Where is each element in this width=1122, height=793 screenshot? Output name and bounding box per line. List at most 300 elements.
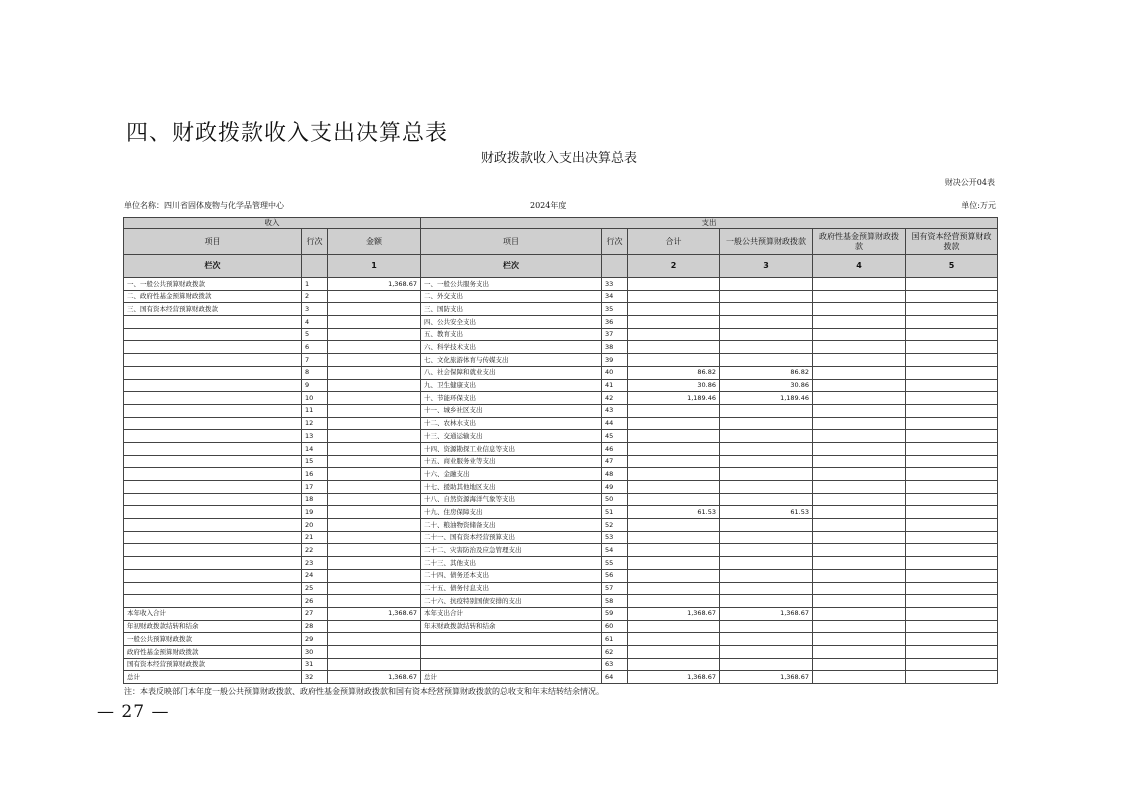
column-blank: [302, 255, 328, 278]
income-amount: [328, 303, 421, 316]
expense-total: [628, 557, 720, 570]
gov-fund-amount: [813, 658, 906, 671]
general-budget-amount: [720, 417, 813, 430]
expense-total: 61.53: [628, 506, 720, 519]
state-capital-amount: [906, 379, 998, 392]
expense-item: 二十二、灾害防治及应急管理支出: [421, 544, 602, 557]
state-capital-amount: [906, 442, 998, 455]
expense-item: 十六、金融支出: [421, 468, 602, 481]
expense-total: [628, 493, 720, 506]
expense-item: 十三、交通运输支出: [421, 430, 602, 443]
expense-row-no: 44: [602, 417, 628, 430]
expense-item: 二十一、国有资本经营预算支出: [421, 531, 602, 544]
expense-item: [421, 658, 602, 671]
gov-fund-amount: [813, 557, 906, 570]
gov-fund-amount: [813, 379, 906, 392]
expense-row-no: 58: [602, 595, 628, 608]
state-capital-amount: [906, 633, 998, 646]
income-item: [124, 582, 302, 595]
income-item: 国有资本经营预算财政拨款: [124, 658, 302, 671]
state-capital-amount: [906, 366, 998, 379]
page-number: — 27 —: [97, 702, 170, 722]
general-budget-amount: [720, 442, 813, 455]
expense-total: 1,368.67: [628, 607, 720, 620]
expense-row-no: 50: [602, 493, 628, 506]
income-item: [124, 569, 302, 582]
income-item: [124, 455, 302, 468]
expense-total: [628, 455, 720, 468]
expense-total: [628, 531, 720, 544]
general-budget-amount: [720, 316, 813, 329]
state-capital-amount: [906, 671, 998, 684]
expense-total: [628, 328, 720, 341]
table-row: [124, 595, 998, 608]
income-row-no: 13: [302, 430, 328, 443]
income-item-header: 项目: [124, 229, 302, 255]
income-amount: [328, 531, 421, 544]
expense-total: [628, 633, 720, 646]
column-label: 栏次: [421, 255, 602, 278]
gov-fund-amount: [813, 404, 906, 417]
gov-fund-amount: [813, 417, 906, 430]
expense-row-no: 46: [602, 442, 628, 455]
expense-total: [628, 582, 720, 595]
income-amount: [328, 366, 421, 379]
general-budget-amount: [720, 303, 813, 316]
state-capital-amount: [906, 468, 998, 481]
expense-item: 四、公共安全支出: [421, 316, 602, 329]
general-budget-amount: 61.53: [720, 506, 813, 519]
gov-fund-amount: [813, 392, 906, 405]
income-amount: [328, 544, 421, 557]
gov-fund-amount: [813, 328, 906, 341]
gov-fund-amount: [813, 645, 906, 658]
income-header: 收入: [124, 218, 421, 229]
table-row: [124, 607, 998, 620]
income-amount: [328, 417, 421, 430]
expense-item: 二十三、其他支出: [421, 557, 602, 570]
fiscal-summary-table: [123, 217, 998, 684]
income-amount: [328, 557, 421, 570]
expense-row-no: 51: [602, 506, 628, 519]
table-row: [124, 493, 998, 506]
state-capital-amount: [906, 328, 998, 341]
general-budget-amount: [720, 455, 813, 468]
expense-row-no: 48: [602, 468, 628, 481]
table-row: [124, 569, 998, 582]
table-row: [124, 658, 998, 671]
column-4: 4: [813, 255, 906, 278]
general-budget-amount: [720, 658, 813, 671]
expense-item: 十五、商业服务业等支出: [421, 455, 602, 468]
general-budget-amount: 1,368.67: [720, 607, 813, 620]
expense-item: 五、教育支出: [421, 328, 602, 341]
income-amount: [328, 442, 421, 455]
income-row-no: 18: [302, 493, 328, 506]
income-item: [124, 392, 302, 405]
income-row-no: 4: [302, 316, 328, 329]
expense-item: 二、外交支出: [421, 290, 602, 303]
state-capital-amount: [906, 506, 998, 519]
table-row: [124, 392, 998, 405]
expense-total: [628, 481, 720, 494]
expense-row-no: 56: [602, 569, 628, 582]
table-row: [124, 468, 998, 481]
state-capital-amount: [906, 493, 998, 506]
income-amount: [328, 354, 421, 367]
state-capital-amount: [906, 354, 998, 367]
gov-fund-amount: [813, 316, 906, 329]
expense-total: [628, 544, 720, 557]
general-budget-amount: [720, 531, 813, 544]
state-capital-amount: [906, 607, 998, 620]
expense-row-no: 37: [602, 328, 628, 341]
income-row-no: 9: [302, 379, 328, 392]
expense-row-no: 60: [602, 620, 628, 633]
gov-fund-amount: [813, 354, 906, 367]
table-row: [124, 544, 998, 557]
state-capital-amount: [906, 404, 998, 417]
expense-row-no: 33: [602, 278, 628, 291]
table-row: [124, 366, 998, 379]
fiscal-year: 2024年度: [530, 201, 567, 210]
income-row-no: 30: [302, 645, 328, 658]
state-capital-amount: [906, 645, 998, 658]
expense-total: [628, 468, 720, 481]
state-capital-amount: [906, 582, 998, 595]
income-item: [124, 595, 302, 608]
expense-total: [628, 430, 720, 443]
expense-row-no: 38: [602, 341, 628, 354]
income-amount: [328, 392, 421, 405]
income-row-no: 14: [302, 442, 328, 455]
general-budget-amount: [720, 404, 813, 417]
income-row-no: 12: [302, 417, 328, 430]
expense-total: [628, 595, 720, 608]
income-row-no: 8: [302, 366, 328, 379]
table-row: [124, 379, 998, 392]
expense-total: 1,189.46: [628, 392, 720, 405]
income-row-no: 27: [302, 607, 328, 620]
expense-total: 1,368.67: [628, 671, 720, 684]
income-item: 一、一般公共预算财政拨款: [124, 278, 302, 291]
currency-unit: 单位:万元: [961, 201, 996, 210]
table-row: [124, 278, 998, 291]
state-capital-amount: [906, 569, 998, 582]
income-item: 总计: [124, 671, 302, 684]
expense-item-header: 项目: [421, 229, 602, 255]
income-amount: [328, 379, 421, 392]
expense-total: [628, 316, 720, 329]
expense-item: 二十五、债务付息支出: [421, 582, 602, 595]
gov-fund-amount: [813, 468, 906, 481]
general-budget-amount: [720, 519, 813, 532]
gov-fund-amount: [813, 278, 906, 291]
table-row: [124, 442, 998, 455]
income-row-no: 26: [302, 595, 328, 608]
income-row-no: 22: [302, 544, 328, 557]
income-item: 三、国有资本经营预算财政拨款: [124, 303, 302, 316]
gov-fund-amount: [813, 506, 906, 519]
income-row-no: 2: [302, 290, 328, 303]
table-title: 财政拨款收入支出决算总表: [480, 151, 637, 166]
income-amount: [328, 658, 421, 671]
state-capital-amount: [906, 316, 998, 329]
income-item: [124, 493, 302, 506]
expense-item: 二十六、抗疫特别国债安排的支出: [421, 595, 602, 608]
gov-fund-amount: [813, 290, 906, 303]
gov-fund-amount: [813, 366, 906, 379]
section-title: 四、财政拨款收入支出决算总表: [126, 121, 449, 146]
income-item: [124, 506, 302, 519]
expense-total: [628, 404, 720, 417]
general-budget-amount: [720, 557, 813, 570]
expense-total: [628, 620, 720, 633]
income-row-no: 17: [302, 481, 328, 494]
expense-item: 十九、住房保障支出: [421, 506, 602, 519]
general-budget-amount: [720, 341, 813, 354]
expense-item: 二十四、债务还本支出: [421, 569, 602, 582]
table-row: [124, 303, 998, 316]
expense-item: 十二、农林水支出: [421, 417, 602, 430]
expense-row-no: 64: [602, 671, 628, 684]
expense-item: 年末财政拨款结转和结余: [421, 620, 602, 633]
income-item: [124, 442, 302, 455]
income-item: [124, 481, 302, 494]
gov-fund-amount: [813, 544, 906, 557]
gov-fund-amount: [813, 671, 906, 684]
table-row: [124, 645, 998, 658]
income-amount: [328, 316, 421, 329]
income-amount: [328, 481, 421, 494]
expense-row-no: 34: [602, 290, 628, 303]
general-budget-amount: 1,368.67: [720, 671, 813, 684]
gov-fund-amount: [813, 582, 906, 595]
income-amount: [328, 455, 421, 468]
expense-row-no: 35: [602, 303, 628, 316]
general-budget-amount: [720, 595, 813, 608]
table-row: [124, 430, 998, 443]
income-amount: [328, 430, 421, 443]
expense-item: 二十、粮油物资储备支出: [421, 519, 602, 532]
income-row-no: 25: [302, 582, 328, 595]
gov-fund-amount: [813, 620, 906, 633]
expense-row-no: 47: [602, 455, 628, 468]
expense-item: 十一、城乡社区支出: [421, 404, 602, 417]
expense-item: 三、国防支出: [421, 303, 602, 316]
expense-row-no: 42: [602, 392, 628, 405]
income-amount: [328, 328, 421, 341]
income-row-no: 6: [302, 341, 328, 354]
expense-total: [628, 290, 720, 303]
general-budget-amount: [720, 328, 813, 341]
column-2: 2: [628, 255, 720, 278]
expense-total: [628, 519, 720, 532]
table-note: 注：本表反映部门本年度一般公共预算财政拨款、政府性基金预算财政拨款和国有资本经营预算财政拨款的总收支和年末结转结余情况。: [124, 687, 604, 696]
income-amount: [328, 582, 421, 595]
income-row-no: 31: [302, 658, 328, 671]
income-item: 一般公共预算财政拨款: [124, 633, 302, 646]
gov-fund-amount: [813, 569, 906, 582]
gov-fund-amount: [813, 595, 906, 608]
income-item: [124, 366, 302, 379]
column-1: 1: [328, 255, 421, 278]
income-item: [124, 468, 302, 481]
general-budget-amount: 1,189.46: [720, 392, 813, 405]
general-budget-amount: [720, 582, 813, 595]
table-row: [124, 328, 998, 341]
general-budget-amount: [720, 569, 813, 582]
expense-total: [628, 303, 720, 316]
state-capital-amount: [906, 290, 998, 303]
income-row-no: 3: [302, 303, 328, 316]
expense-item: 六、科学技术支出: [421, 341, 602, 354]
general-budget-amount: [720, 633, 813, 646]
income-row-no: 28: [302, 620, 328, 633]
unit-name: 单位名称：四川省固体废物与化学品管理中心: [124, 201, 284, 210]
income-item: [124, 417, 302, 430]
income-item: [124, 531, 302, 544]
state-capital-amount: [906, 278, 998, 291]
expense-total: [628, 278, 720, 291]
income-row-no: 21: [302, 531, 328, 544]
state-capital-amount: [906, 341, 998, 354]
income-amount: [328, 290, 421, 303]
table-row: [124, 354, 998, 367]
gov-fund-amount: [813, 481, 906, 494]
table-row: [124, 481, 998, 494]
gov-fund-amount: [813, 303, 906, 316]
column-3: 3: [720, 255, 813, 278]
expense-total: [628, 645, 720, 658]
expense-item: 十、节能环保支出: [421, 392, 602, 405]
expense-row-no: 55: [602, 557, 628, 570]
income-amount: [328, 645, 421, 658]
income-row-no: 15: [302, 455, 328, 468]
gov-fund-amount: [813, 607, 906, 620]
total-header: 合计: [628, 229, 720, 255]
income-item: [124, 316, 302, 329]
income-amount: [328, 595, 421, 608]
general-budget-amount: 86.82: [720, 366, 813, 379]
table-row: [124, 404, 998, 417]
table-row: [124, 316, 998, 329]
table-row: [124, 633, 998, 646]
expense-total: 86.82: [628, 366, 720, 379]
income-row-no: 7: [302, 354, 328, 367]
general-budget-amount: [720, 481, 813, 494]
income-amount: [328, 404, 421, 417]
income-amount: 1,368.67: [328, 278, 421, 291]
expense-item: [421, 645, 602, 658]
income-amount: [328, 519, 421, 532]
expense-row-no: 36: [602, 316, 628, 329]
state-capital-amount: [906, 417, 998, 430]
income-item: 政府性基金预算财政拨款: [124, 645, 302, 658]
expense-row-no: 52: [602, 519, 628, 532]
gov-fund-header: 政府性基金预算财政拨款: [813, 229, 906, 255]
income-item: [124, 430, 302, 443]
expense-row-no: 43: [602, 404, 628, 417]
income-row-no: 16: [302, 468, 328, 481]
income-row-no: 29: [302, 633, 328, 646]
expense-total: [628, 569, 720, 582]
column-blank: [602, 255, 628, 278]
general-budget-amount: [720, 468, 813, 481]
expense-item: 八、社会保障和就业支出: [421, 366, 602, 379]
income-row-no: 1: [302, 278, 328, 291]
income-row-no: 24: [302, 569, 328, 582]
expense-item: 十七、援助其他地区支出: [421, 481, 602, 494]
income-row-no: 11: [302, 404, 328, 417]
income-row-no: 23: [302, 557, 328, 570]
expense-row-no-header: 行次: [602, 229, 628, 255]
income-item: [124, 557, 302, 570]
expense-item: 总计: [421, 671, 602, 684]
table-row: [124, 582, 998, 595]
income-item: [124, 328, 302, 341]
expense-total: [628, 442, 720, 455]
state-capital-amount: [906, 595, 998, 608]
state-capital-amount: [906, 620, 998, 633]
expense-item: 十八、自然资源海洋气象等支出: [421, 493, 602, 506]
gov-fund-amount: [813, 341, 906, 354]
expense-total: [628, 354, 720, 367]
income-item: 本年收入合计: [124, 607, 302, 620]
income-item: [124, 354, 302, 367]
income-amount: [328, 633, 421, 646]
expense-item: 本年支出合计: [421, 607, 602, 620]
gov-fund-amount: [813, 493, 906, 506]
table-row: [124, 671, 998, 684]
expense-row-no: 53: [602, 531, 628, 544]
table-row: [124, 519, 998, 532]
expense-row-no: 61: [602, 633, 628, 646]
expense-row-no: 41: [602, 379, 628, 392]
gov-fund-amount: [813, 442, 906, 455]
expense-row-no: 49: [602, 481, 628, 494]
state-capital-amount: [906, 392, 998, 405]
income-amount: [328, 620, 421, 633]
form-number: 财决公开04表: [944, 178, 995, 187]
general-budget-amount: [720, 620, 813, 633]
table-row: [124, 506, 998, 519]
table-row: [124, 557, 998, 570]
income-item: [124, 519, 302, 532]
state-capital-amount: [906, 557, 998, 570]
expense-item: 九、卫生健康支出: [421, 379, 602, 392]
income-item: [124, 379, 302, 392]
table-row: [124, 620, 998, 633]
state-capital-amount: [906, 303, 998, 316]
income-amount: 1,368.67: [328, 607, 421, 620]
state-capital-header: 国有资本经营预算财政拨款: [906, 229, 998, 255]
expense-total: [628, 658, 720, 671]
state-capital-amount: [906, 531, 998, 544]
expense-row-no: 59: [602, 607, 628, 620]
expense-item: 七、文化旅游体育与传媒支出: [421, 354, 602, 367]
state-capital-amount: [906, 481, 998, 494]
state-capital-amount: [906, 519, 998, 532]
general-budget-amount: [720, 493, 813, 506]
state-capital-amount: [906, 430, 998, 443]
income-row-no: 32: [302, 671, 328, 684]
table-row: [124, 341, 998, 354]
state-capital-amount: [906, 544, 998, 557]
income-row-no: 20: [302, 519, 328, 532]
gov-fund-amount: [813, 430, 906, 443]
income-amount: [328, 506, 421, 519]
